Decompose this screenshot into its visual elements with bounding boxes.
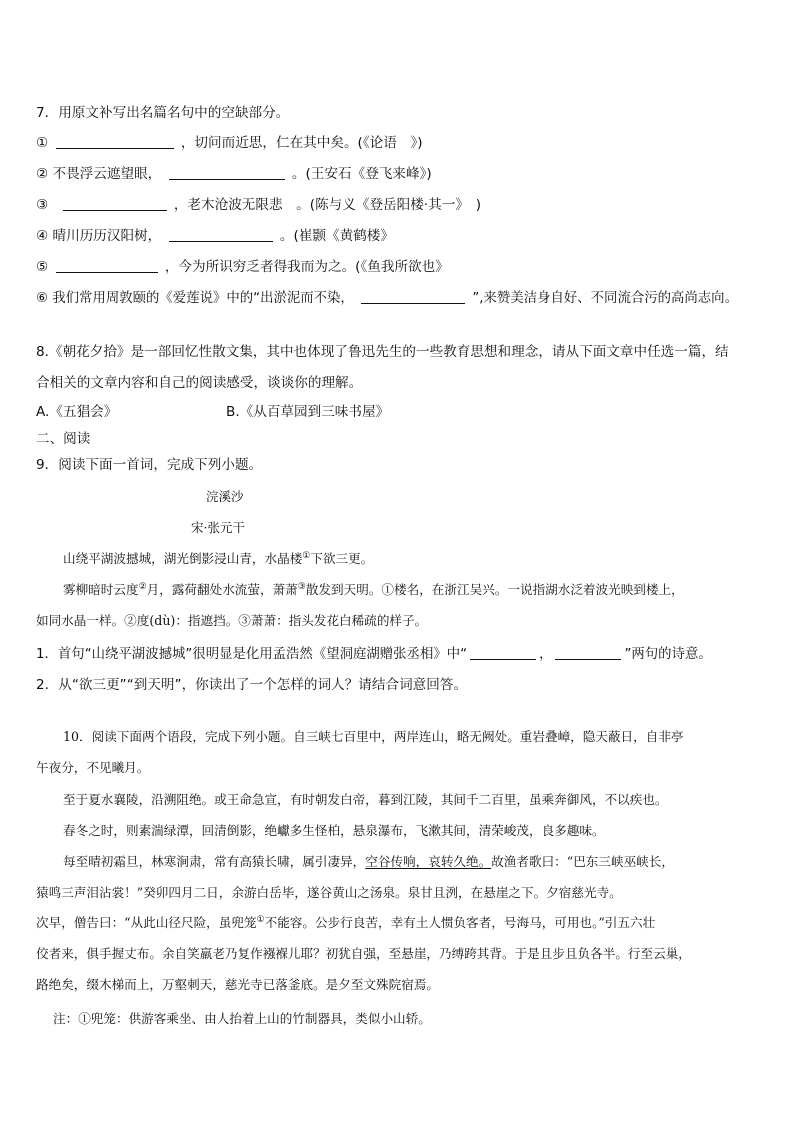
q7-title: 7．用原文补写出名篇名句中的空缺部分。 [36,105,290,121]
answer-blank[interactable] [63,196,167,211]
poem-title: 浣溪沙 [206,489,244,504]
item-number: ⑤ [36,259,49,275]
q7-item-5: ⑤ ，今为所识穷乏者得我而为之。(《鱼我所欲也》 [36,259,449,275]
item-number: ① [36,135,49,151]
q10-line-7: 次早，僧告曰：“从此山径尺险，虽兜笼①不能容。公步行良苦，幸有土人惯负客者，号海马，可用也。”引五六壮 [36,914,656,930]
q10-line-2: 午夜分，不见曦月。 [36,760,150,775]
q9-sub-question-1: 1．首句“山绕平湖波撼城”很明显是化用孟浩然《望洞庭湖赠张丞相》中“ ， ”两句的诗意。 [36,647,712,662]
answer-blank[interactable] [169,165,285,180]
footnote-marker: ① [302,550,311,561]
q8-option-b: B.《从百草园到三味书屋》 [226,404,390,420]
q9-sub-question-2: 2．从“欲三更”“到天明”，你读出了一个怎样的词人？请结合词意回答。 [36,677,468,693]
item-number: ③ [36,197,49,213]
q7-item-2: ② 不畏浮云遮望眼， 。(王安石《登飞来峰》) [36,166,432,182]
q9-title: 9．阅读下面一首词，完成下列小题。 [36,457,263,473]
poem-line-2: 雾柳暗时云度②月，露荷翻处水流萤，萧萧③散发到天明。①楼名，在浙江吴兴。一说指湖水泛着波光映到楼上， [63,581,684,597]
q8-line-1: 8.《朝花夕拾》是一部回忆性散文集，其中也体现了鲁迅先生的一些教育思想和理念，请从下面文章中任选一篇，结 [36,344,729,360]
answer-blank[interactable] [555,645,621,660]
q8-line-2: 合相关的文章内容和自己的阅读感受，谈谈你的理解。 [36,375,363,391]
section-heading: 二、阅读 [36,431,91,447]
q7-item-4: ④ 晴川历历汉阳树， 。(崔颢《黄鹤楼》 [36,228,394,244]
poem-notes: 如同水晶一样。②度(dù)：指遮挡。③萧萧：指头发花白稀疏的样子。 [36,613,428,628]
q10-line-3: 至于夏水襄陵，沿溯阻绝。或王命急宣，有时朝发白帝，暮到江陵，其间千二百里，虽乘奔御风，不以疾也。 [63,792,668,807]
q7-item-6: ⑥ 我们常用周敦颐的《爱莲说》中的“出淤泥而不染， ”,来赞美洁身自好、不同流合污的高尚志向。 [36,291,738,306]
q10-line-6: 猿鸣三声泪沾裳！”癸卯四月二日，余游白岳毕，遂谷黄山之汤泉。泉甘且洌，在悬崖之下。夕宿慈光寺。 [36,885,622,900]
answer-blank[interactable] [56,134,174,149]
item-number: ② [36,166,49,182]
footnote-marker: ② [138,581,147,592]
q10-line-1: 10．阅读下面两个语段，完成下列小题。自三峡七百里中，两岸连山，略无阙处。重岩叠嶂，隐天蔽日，自非亭 [63,729,684,744]
q7-item-3: ③ ，老木沧波无限悲 。(陈与义《登岳阳楼·其一》 ) [36,197,482,213]
q10-line-5: 每至晴初霜旦，林寒涧肃，常有高猿长啸，属引凄异，空谷传响，哀转久绝。故渔者歌曰：“巴东三峡巫峡长， [63,854,674,869]
answer-blank[interactable] [169,227,273,242]
q10-line-9: 路绝矣，缀木梯而上，万壑刺天，慈光寺已落釜底。是夕至文殊院宿焉。 [36,977,439,992]
underlined-phrase: 空谷传响，哀转久绝。 [365,854,492,869]
q10-line-8: 佼者来，俱手握丈布。余自笑羸老乃复作襁褓儿耶？初犹自强，至悬崖，乃缚跨其背。于是且步且负各半。行至云巢， [36,946,691,961]
q10-note: 注：①兜笼：供游客乘坐、由人抬着上山的竹制器具，类似小山轿。 [53,1011,431,1026]
answer-blank[interactable] [470,645,536,660]
footnote-marker: ③ [297,581,306,592]
footnote-marker: ① [256,914,265,925]
item-number: ④ [36,228,49,244]
answer-blank[interactable] [56,258,158,273]
poem-author: 宋·张元干 [191,520,245,535]
q8-option-a: A.《五猖会》 [36,404,118,420]
q7-item-1: ① ，切问而近思，仁在其中矣。(《论语 》) [36,135,423,151]
q10-line-4: 春冬之时，则素湍绿潭，回清倒影，绝巘多生怪柏，悬泉瀑布，飞漱其间，清荣峻茂，良多趣味。 [63,823,605,838]
item-number: ⑥ [36,291,49,306]
answer-blank[interactable] [361,289,465,304]
poem-line-1: 山绕平湖波撼城，湖光倒影浸山青，水晶楼①下欲三更。 [63,550,374,566]
